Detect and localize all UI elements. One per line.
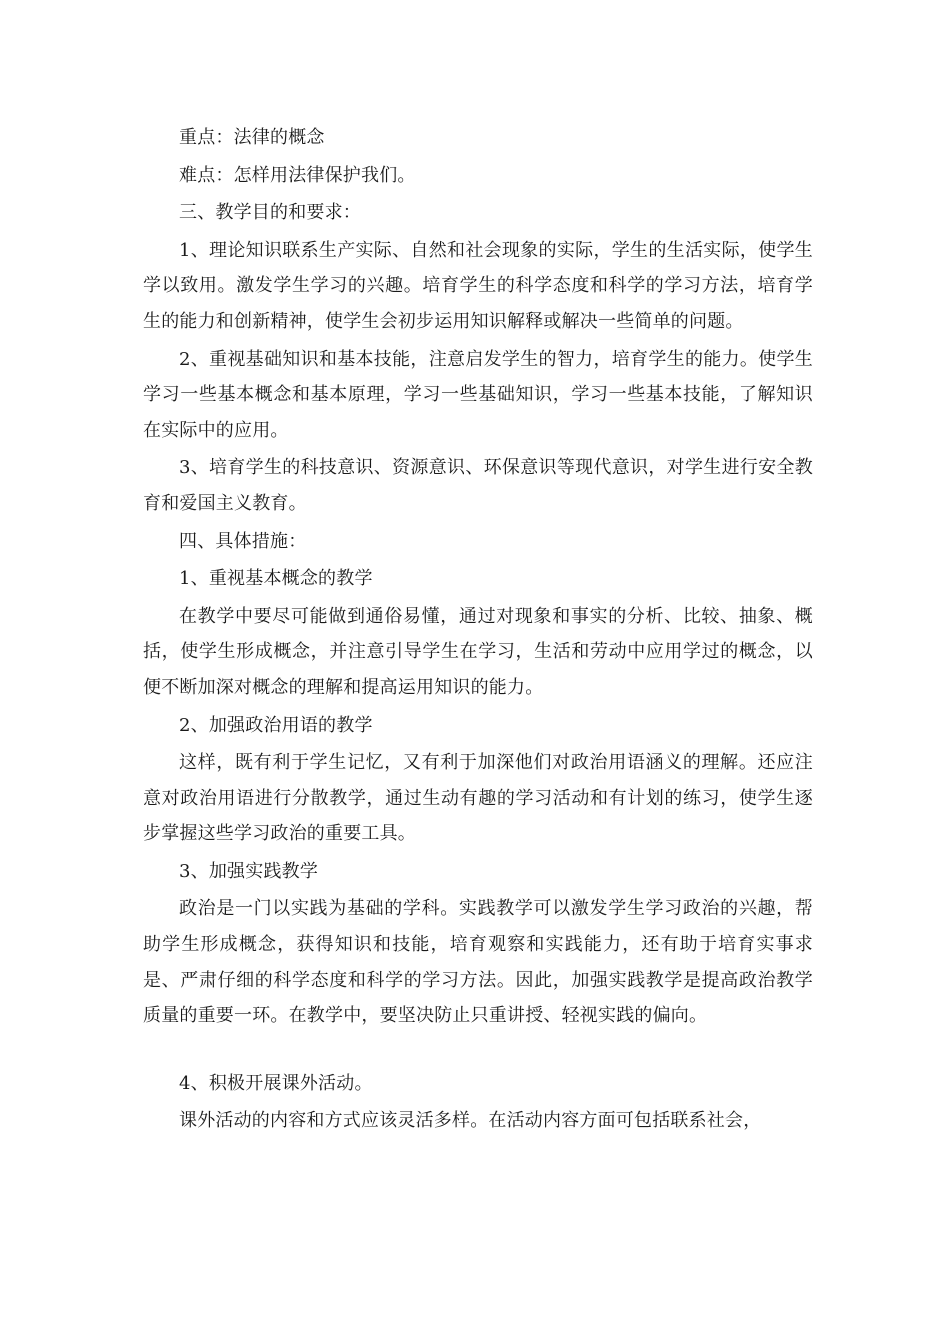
measure-heading-4: 4、积极开展课外活动。 (179, 1072, 373, 1094)
measure-paragraph-2: 这样，既有利于学生记忆，又有利于加深他们对政治用语涵义的理解。还应注意对政治用语进行分散教学，通过生动有趣的学习活动和有计划的练习，使学生逐步掌握这些学习政治的重要工具。 (143, 752, 813, 845)
key-point-line: 重点：法律的概念 (179, 127, 325, 148)
objective-paragraph-3: 3、培育学生的科技意识、资源意识、环保意识等现代意识，对学生进行安全教育和爱国主义教育。 (143, 457, 813, 514)
section-heading-measures: 四、具体措施： (179, 530, 307, 552)
measure-heading-2: 2、加强政治用语的教学 (179, 714, 373, 736)
objective-paragraph-1: 1、理论知识联系生产实际、自然和社会现象的实际，学生的生活实际，使学生学以致用。激发学生学习的兴趣。培育学生的科学态度和科学的学习方法，培育学生的能力和创新精神，使学生会初步运用知识解释或解决一些简单的问题。 (143, 239, 813, 332)
document-body (143, 120, 813, 1141)
measure-heading-1: 1、重视基本概念的教学 (179, 568, 373, 590)
measure-heading-3: 3、加强实践教学 (179, 860, 319, 882)
difficulty-line: 难点：怎样用法律保护我们。 (179, 164, 416, 186)
measure-paragraph-4: 课外活动的内容和方式应该灵活多样。在活动内容方面可包括联系社会， (179, 1110, 762, 1132)
section-heading-objectives: 三、教学目的和要求： (179, 202, 361, 224)
paragraph-spacer (143, 1036, 813, 1066)
measure-paragraph-3: 政治是一门以实践为基础的学科。实践教学可以激发学生学习政治的兴趣，帮助学生形成概念，获得知识和技能，培育观察和实践能力，还有助于培育实事求是、严肃仔细的科学态度和科学的学习方法。因此，加强实践教学是提高政治教学质量的重要一环。在教学中，要坚决防止只重讲授、轻视实践的偏向。 (143, 898, 813, 1027)
measure-paragraph-1: 在教学中要尽可能做到通俗易懂，通过对现象和事实的分析、比较、抽象、概括，使学生形成概念，并注意引导学生在学习，生活和劳动中应用学过的概念，以便不断加深对概念的理解和提高运用知识的能力。 (143, 605, 813, 698)
objective-paragraph-2: 2、重视基础知识和基本技能，注意启发学生的智力，培育学生的能力。使学生学习一些基本概念和基本原理，学习一些基础知识，学习一些基本技能，了解知识在实际中的应用。 (143, 348, 813, 441)
